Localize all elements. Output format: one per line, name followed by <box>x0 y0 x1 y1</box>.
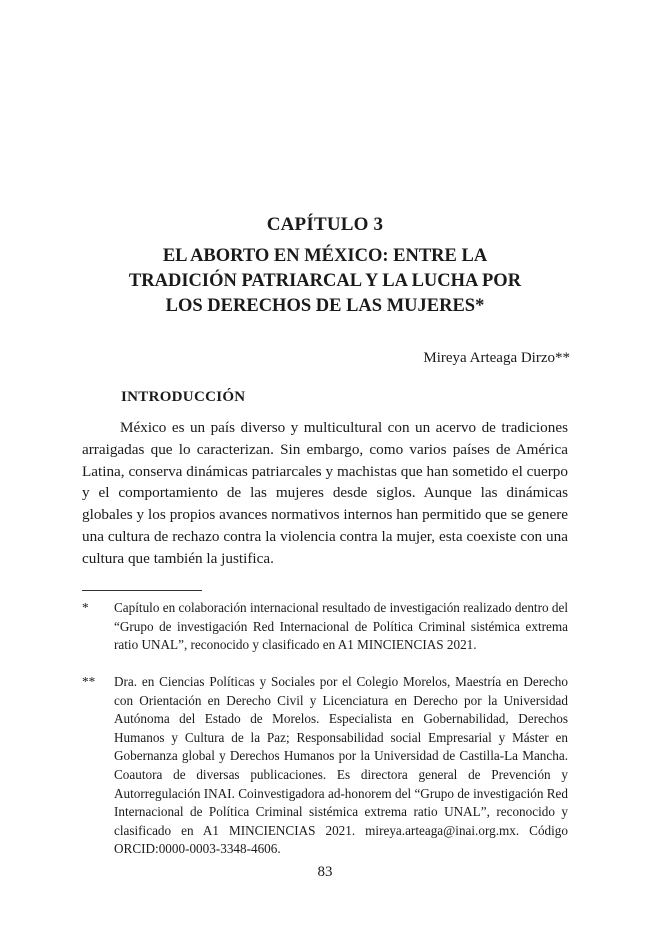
author-name: Mireya Arteaga Dirzo** <box>423 350 570 366</box>
page-number: 83 <box>317 864 333 880</box>
footnote <box>82 599 568 655</box>
footnote-text: Capítulo en colaboración internacional resultado de investigación realizado dentro del “Grupo de investigación Red Internacional de Política Criminal sistémica extrema ratio UNAL”, reconocido y clasificado en A1 MINCIENCIAS 2021. <box>114 600 568 653</box>
footnote-mark: ** <box>82 674 96 689</box>
footnote-mark: * <box>82 600 89 615</box>
chapter-title-line: TRADICIÓN PATRIARCAL Y LA LUCHA POR <box>128 271 522 291</box>
section-heading: INTRODUCCIÓN <box>121 389 246 405</box>
footnote-separator <box>82 590 202 591</box>
body-paragraph: México es un país diverso y multicultural con un acervo de tradiciones arraigadas que lo caracterizan. Sin embargo, como varios países de América Latina, conserva dinámicas patriarcales y machistas que han sometido el cuerpo y el comportamiento de las mujeres desde siglos. Aunque las dinámicas globales y los propios avances normativos internos han permitido que se genere una cultura de rechazo contra la violencia contra la mujer, esta coexiste con una cultura que también la justifica. <box>82 419 568 567</box>
chapter-label: CAPÍTULO 3 <box>266 214 384 235</box>
chapter-title-line: EL ABORTO EN MÉXICO: ENTRE LA <box>162 246 488 266</box>
footnote-text: Dra. en Ciencias Políticas y Sociales por el Colegio Morelos, Maestría en Derecho con Orientación en Derecho Civil y Licenciatura en Derecho por la Universidad Autónoma del Estado de Morelos. Especialista en Gobernabilidad, Derechos Humanos y Cultura de la Paz; Responsabilidad social Empresarial y Máster en Gobernanza global y Derechos Humanos por la Universidad de Castilla-La Mancha. Coautora de diversas publicaciones. Es directora general de Prevención y Autorregulación INAI. Coinvestigadora ad-honorem del “Grupo de investigación Red Internacional de Política Criminal sistémica extrema ratio UNAL”, reconocido y clasificado en A1 MINCIENCIAS 2021. mireya.arteaga@inai.org.mx. Código ORCID:0000-0003-3348-4606. <box>114 674 568 857</box>
chapter-title-line: LOS DERECHOS DE LAS MUJERES* <box>165 296 485 316</box>
footnote <box>82 673 568 859</box>
chapter-title <box>100 244 550 319</box>
